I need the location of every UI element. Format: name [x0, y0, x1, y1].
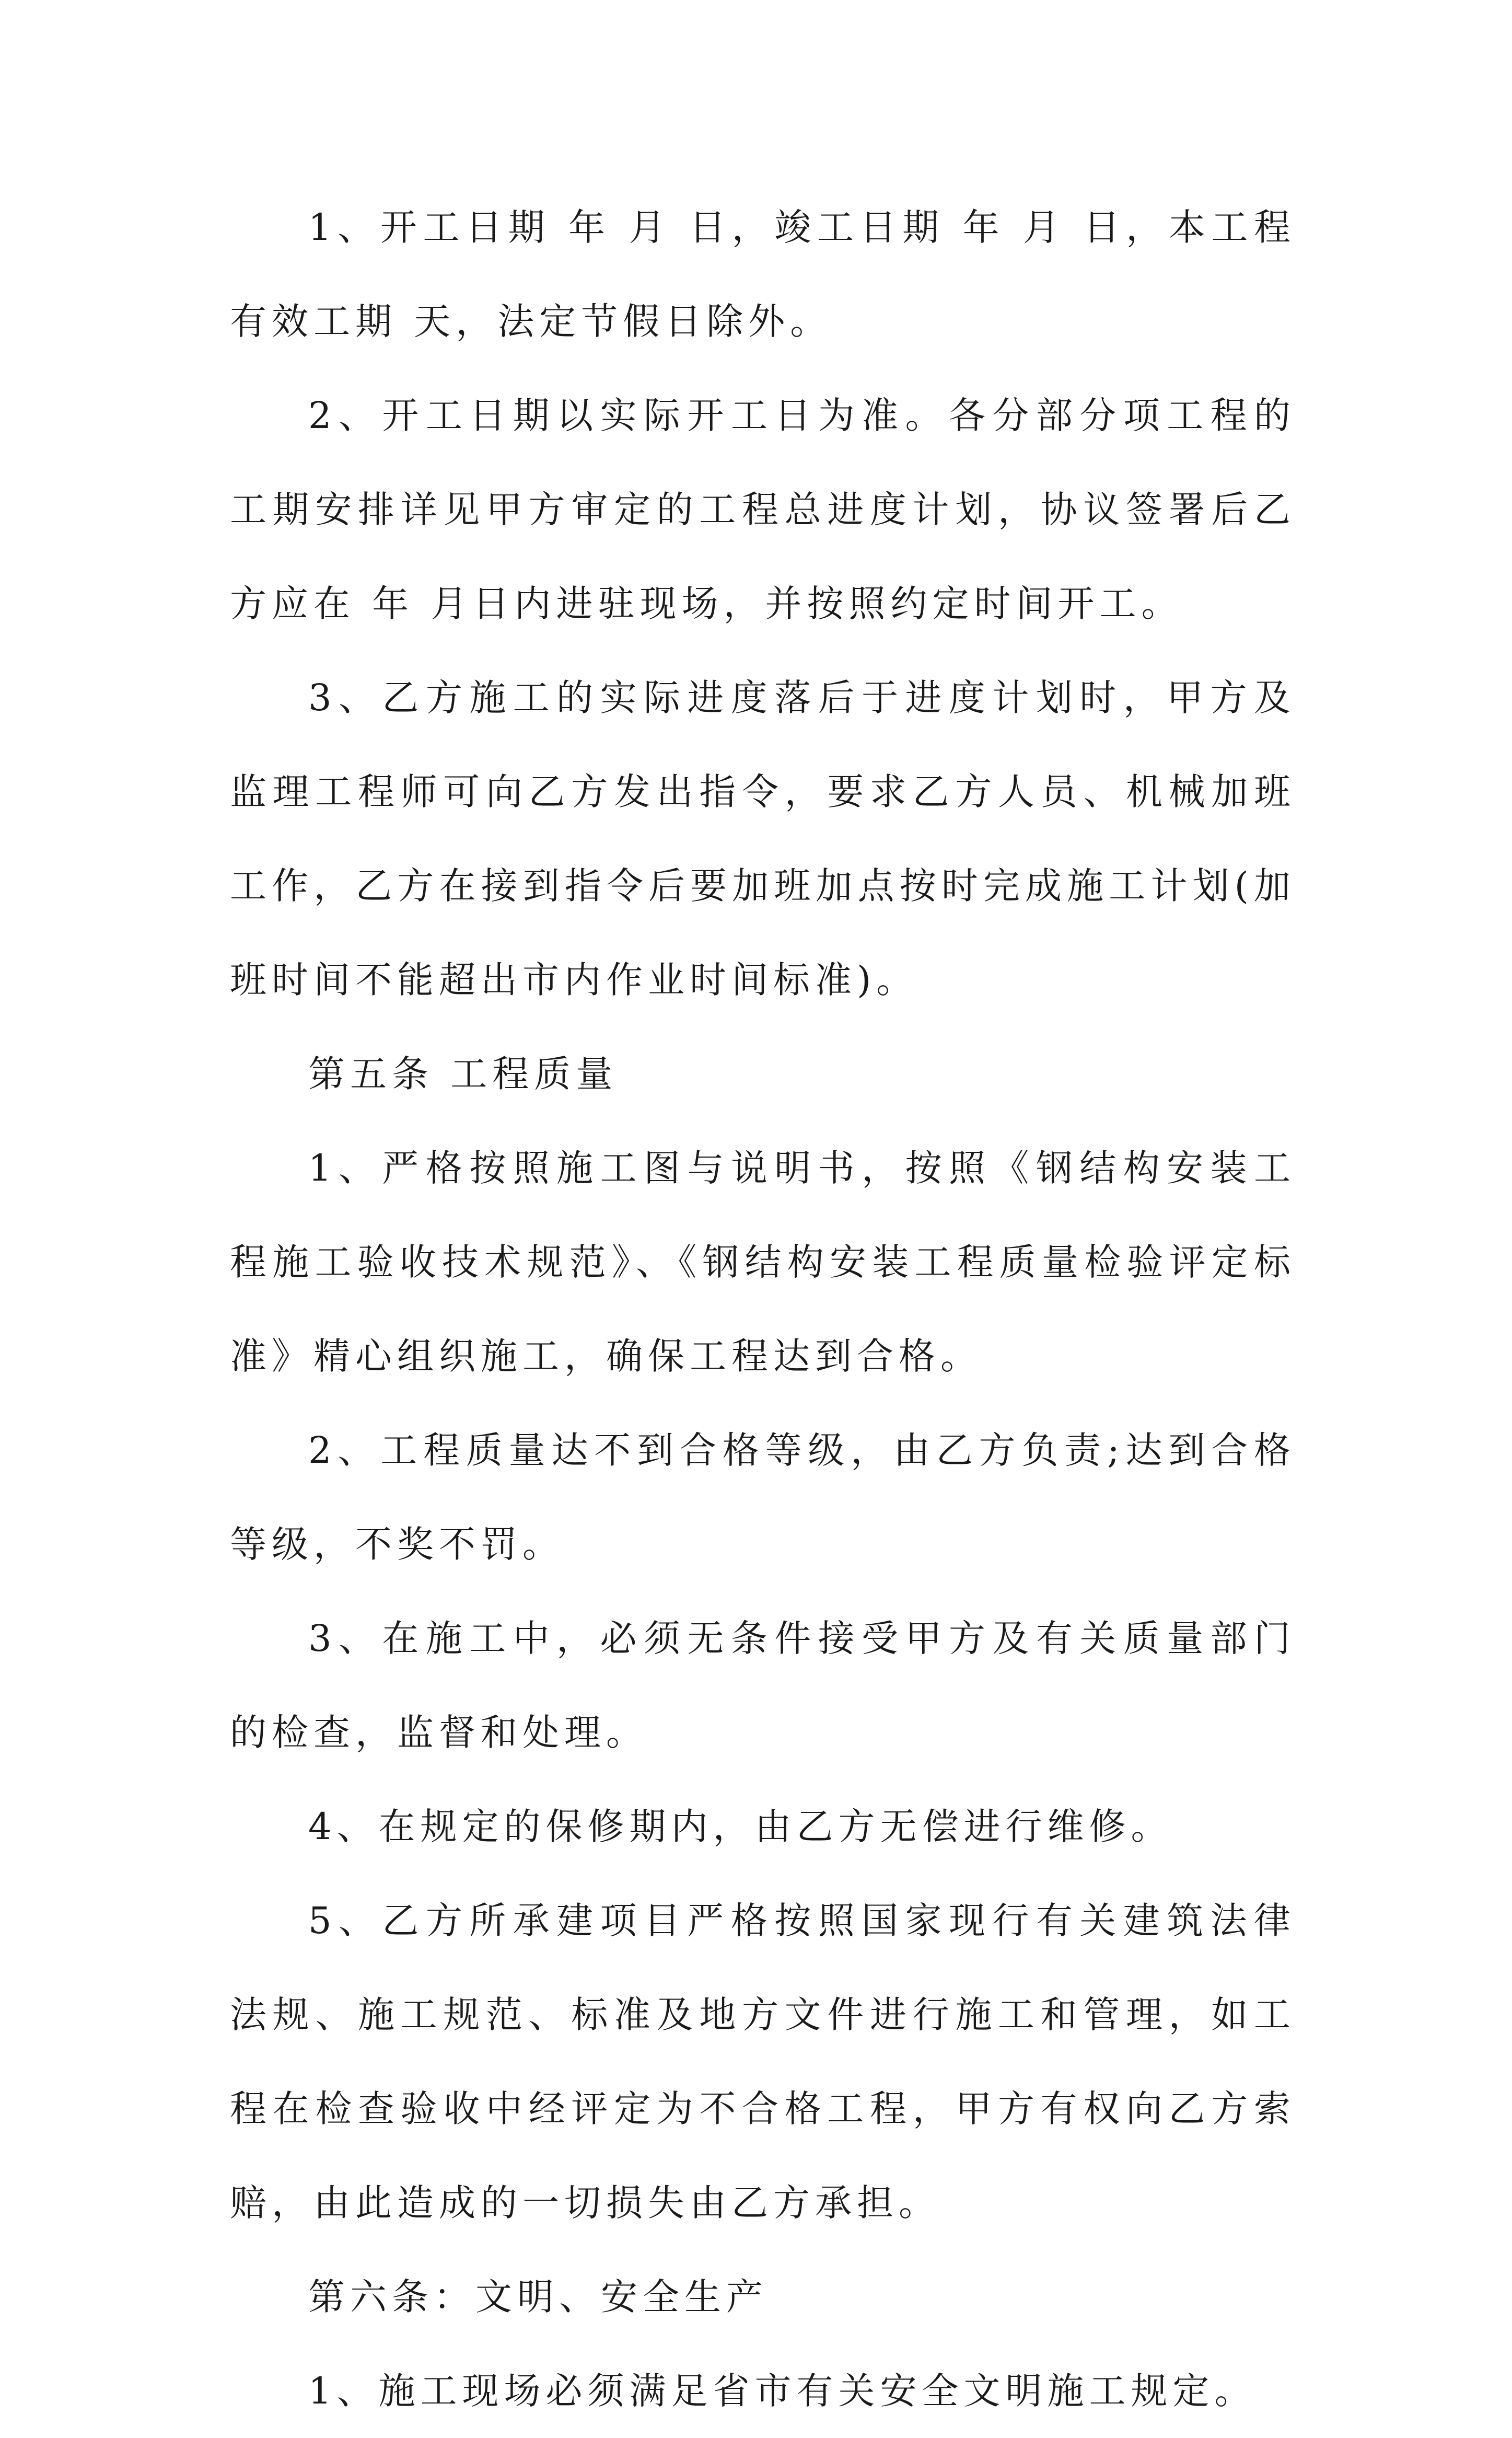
- paragraph-site-safety: 1、施工现场必须满足省市有关安全文明施工规定。: [308, 2370, 1257, 2412]
- paragraph-quality-standards: 1、严格按照施工图与说明书，按照《钢结构安装工程施工验收技术规范》、《钢结构安装工程质量检验评定标准》精心组织施工，确保工程达到合格。: [230, 1147, 1296, 1378]
- paragraph-progress-delay: 3、乙方施工的实际进度落后于进度计划时，甲方及监理工程师可向乙方发出指令，要求乙方人员、机械加班工作，乙方在接到指令后要加班加点按时完成施工计划(加班时间不能超出市内作业时间标准)。: [230, 676, 1296, 1001]
- paragraph-start-date-basis: 2、开工日期以实际开工日为准。各分部分项工程的工期安排详见甲方审定的工程总进度计划，协议签署后乙方应在 年 月日内进驻现场，并按照约定时间开工。: [230, 394, 1296, 625]
- paragraph-warranty: 4、在规定的保修期内，由乙方无偿进行维修。: [308, 1805, 1173, 1848]
- paragraph-inspection: 3、在施工中，必须无条件接受甲方及有关质量部门的检查，监督和处理。: [230, 1617, 1296, 1754]
- paragraph-quality-grade: 2、工程质量达不到合格等级，由乙方负责;达到合格等级，不奖不罚。: [230, 1429, 1296, 1566]
- section-heading-article-5: 第五条 工程质量: [308, 1053, 618, 1095]
- paragraph-compliance-liability: 5、乙方所承建项目严格按照国家现行有关建筑法律法规、施工规范、标准及地方文件进行施工和管理，如工程在检查验收中经评定为不合格工程，甲方有权向乙方索赔，由此造成的一切损失由乙方承担。: [230, 1899, 1296, 2224]
- section-heading-article-6: 第六条：文明、安全生产: [308, 2275, 768, 2318]
- paragraph-construction-dates: 1、开工日期 年 月 日，竣工日期 年 月 日，本工程有效工期 天，法定节假日除外。: [230, 206, 1296, 343]
- document-body: [230, 180, 1296, 2438]
